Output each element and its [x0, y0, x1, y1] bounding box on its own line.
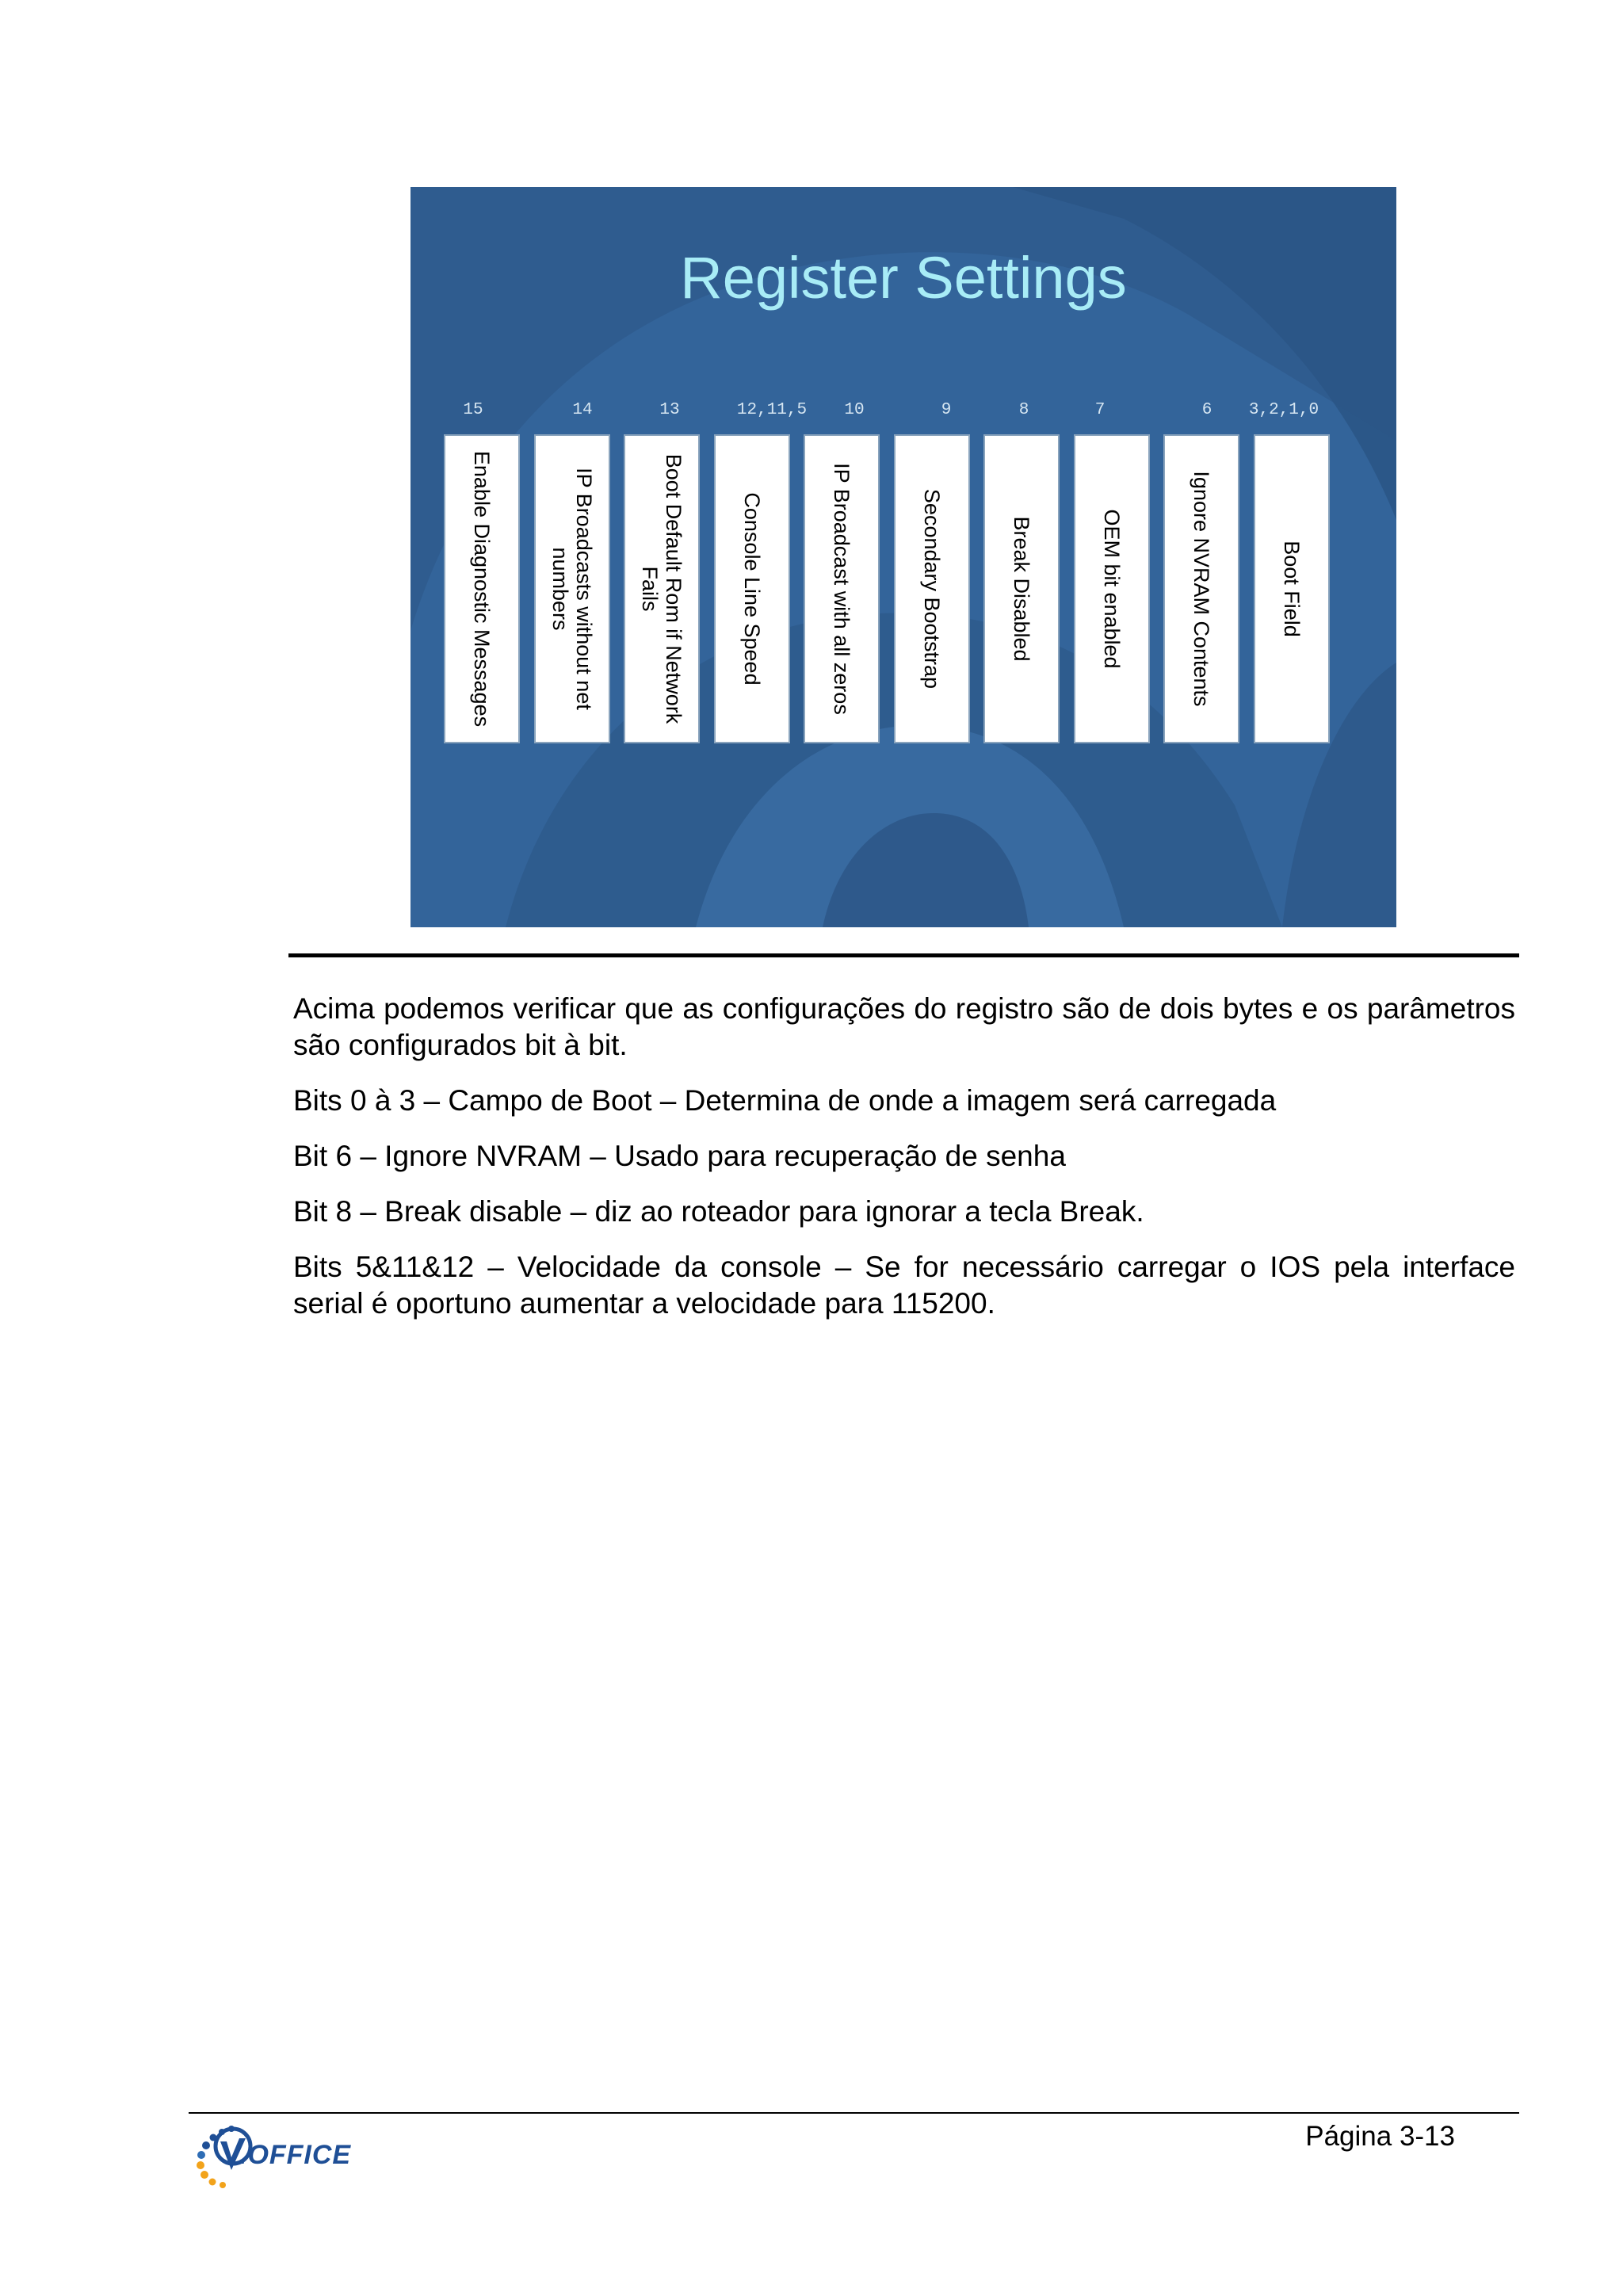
bit-number-10: 10: [844, 401, 865, 419]
paragraph: Acima podemos verificar que as configurações do registro são de dois bytes e os parâmetros são configurados bit à bit.: [293, 992, 1515, 1061]
paragraph: Bits 5&11&12 – Velocidade da console – Se for necessário carregar o IOS pela interface serial é oportuno aumentar a velocidade para 115200.: [293, 1251, 1515, 1320]
register-card-label: Secondary Bootstrap: [920, 488, 944, 690]
bit-number-6: 6: [1201, 401, 1212, 419]
register-card: [444, 434, 520, 743]
section-divider: [288, 953, 1519, 957]
register-card-label: IP Broadcast with all zeros: [830, 463, 854, 715]
bit-number-3-2-1-0: 3,2,1,0: [1248, 401, 1319, 419]
register-card-label: Console Line Speed: [740, 492, 764, 686]
register-card: [714, 434, 790, 743]
register-card: [624, 434, 700, 743]
bit-number-13: 13: [659, 401, 680, 419]
body-text: [293, 991, 1515, 1341]
register-card: [894, 434, 970, 743]
bit-number-15: 15: [463, 401, 483, 419]
bit-number-12-11-5: 12,11,5: [736, 401, 808, 419]
bit-number-9: 9: [941, 401, 952, 419]
register-card: [534, 434, 610, 743]
register-card: [1254, 434, 1330, 743]
logo-wordmark: .OFFICE: [239, 2140, 352, 2170]
register-card: [1163, 434, 1239, 743]
register-card-label: Ignore NVRAM Contents: [1190, 471, 1213, 707]
paragraph: Bits 0 à 3 – Campo de Boot – Determina de onde a imagem será carregada: [293, 1084, 1277, 1117]
register-card-label: Boot Default Rom if Network Fails: [638, 453, 685, 724]
slide-title: Register Settings: [680, 245, 1127, 311]
bit-number-8: 8: [1018, 401, 1029, 419]
bit-number-7: 7: [1094, 401, 1106, 419]
bit-number-14: 14: [572, 401, 593, 419]
register-card: [983, 434, 1060, 743]
register-card-label: Boot Field: [1280, 541, 1304, 637]
register-card-label: Enable Diagnostic Messages: [470, 450, 494, 728]
page-number: Página 3-13: [1305, 2121, 1455, 2152]
paragraph: Bit 8 – Break disable – diz ao roteador para ignorar a tecla Break.: [293, 1195, 1144, 1228]
footer-divider: [189, 2112, 1519, 2114]
register-card: [1074, 434, 1150, 743]
register-card: [804, 434, 880, 743]
register-settings-slide: [411, 187, 1396, 927]
register-card-label: OEM bit enabled: [1100, 509, 1124, 669]
register-card-label: Break Disabled: [1010, 516, 1033, 662]
paragraph: Bit 6 – Ignore NVRAM – Usado para recuperação de senha: [293, 1140, 1066, 1172]
register-card-label: IP Broadcasts without net numbers: [548, 468, 596, 710]
